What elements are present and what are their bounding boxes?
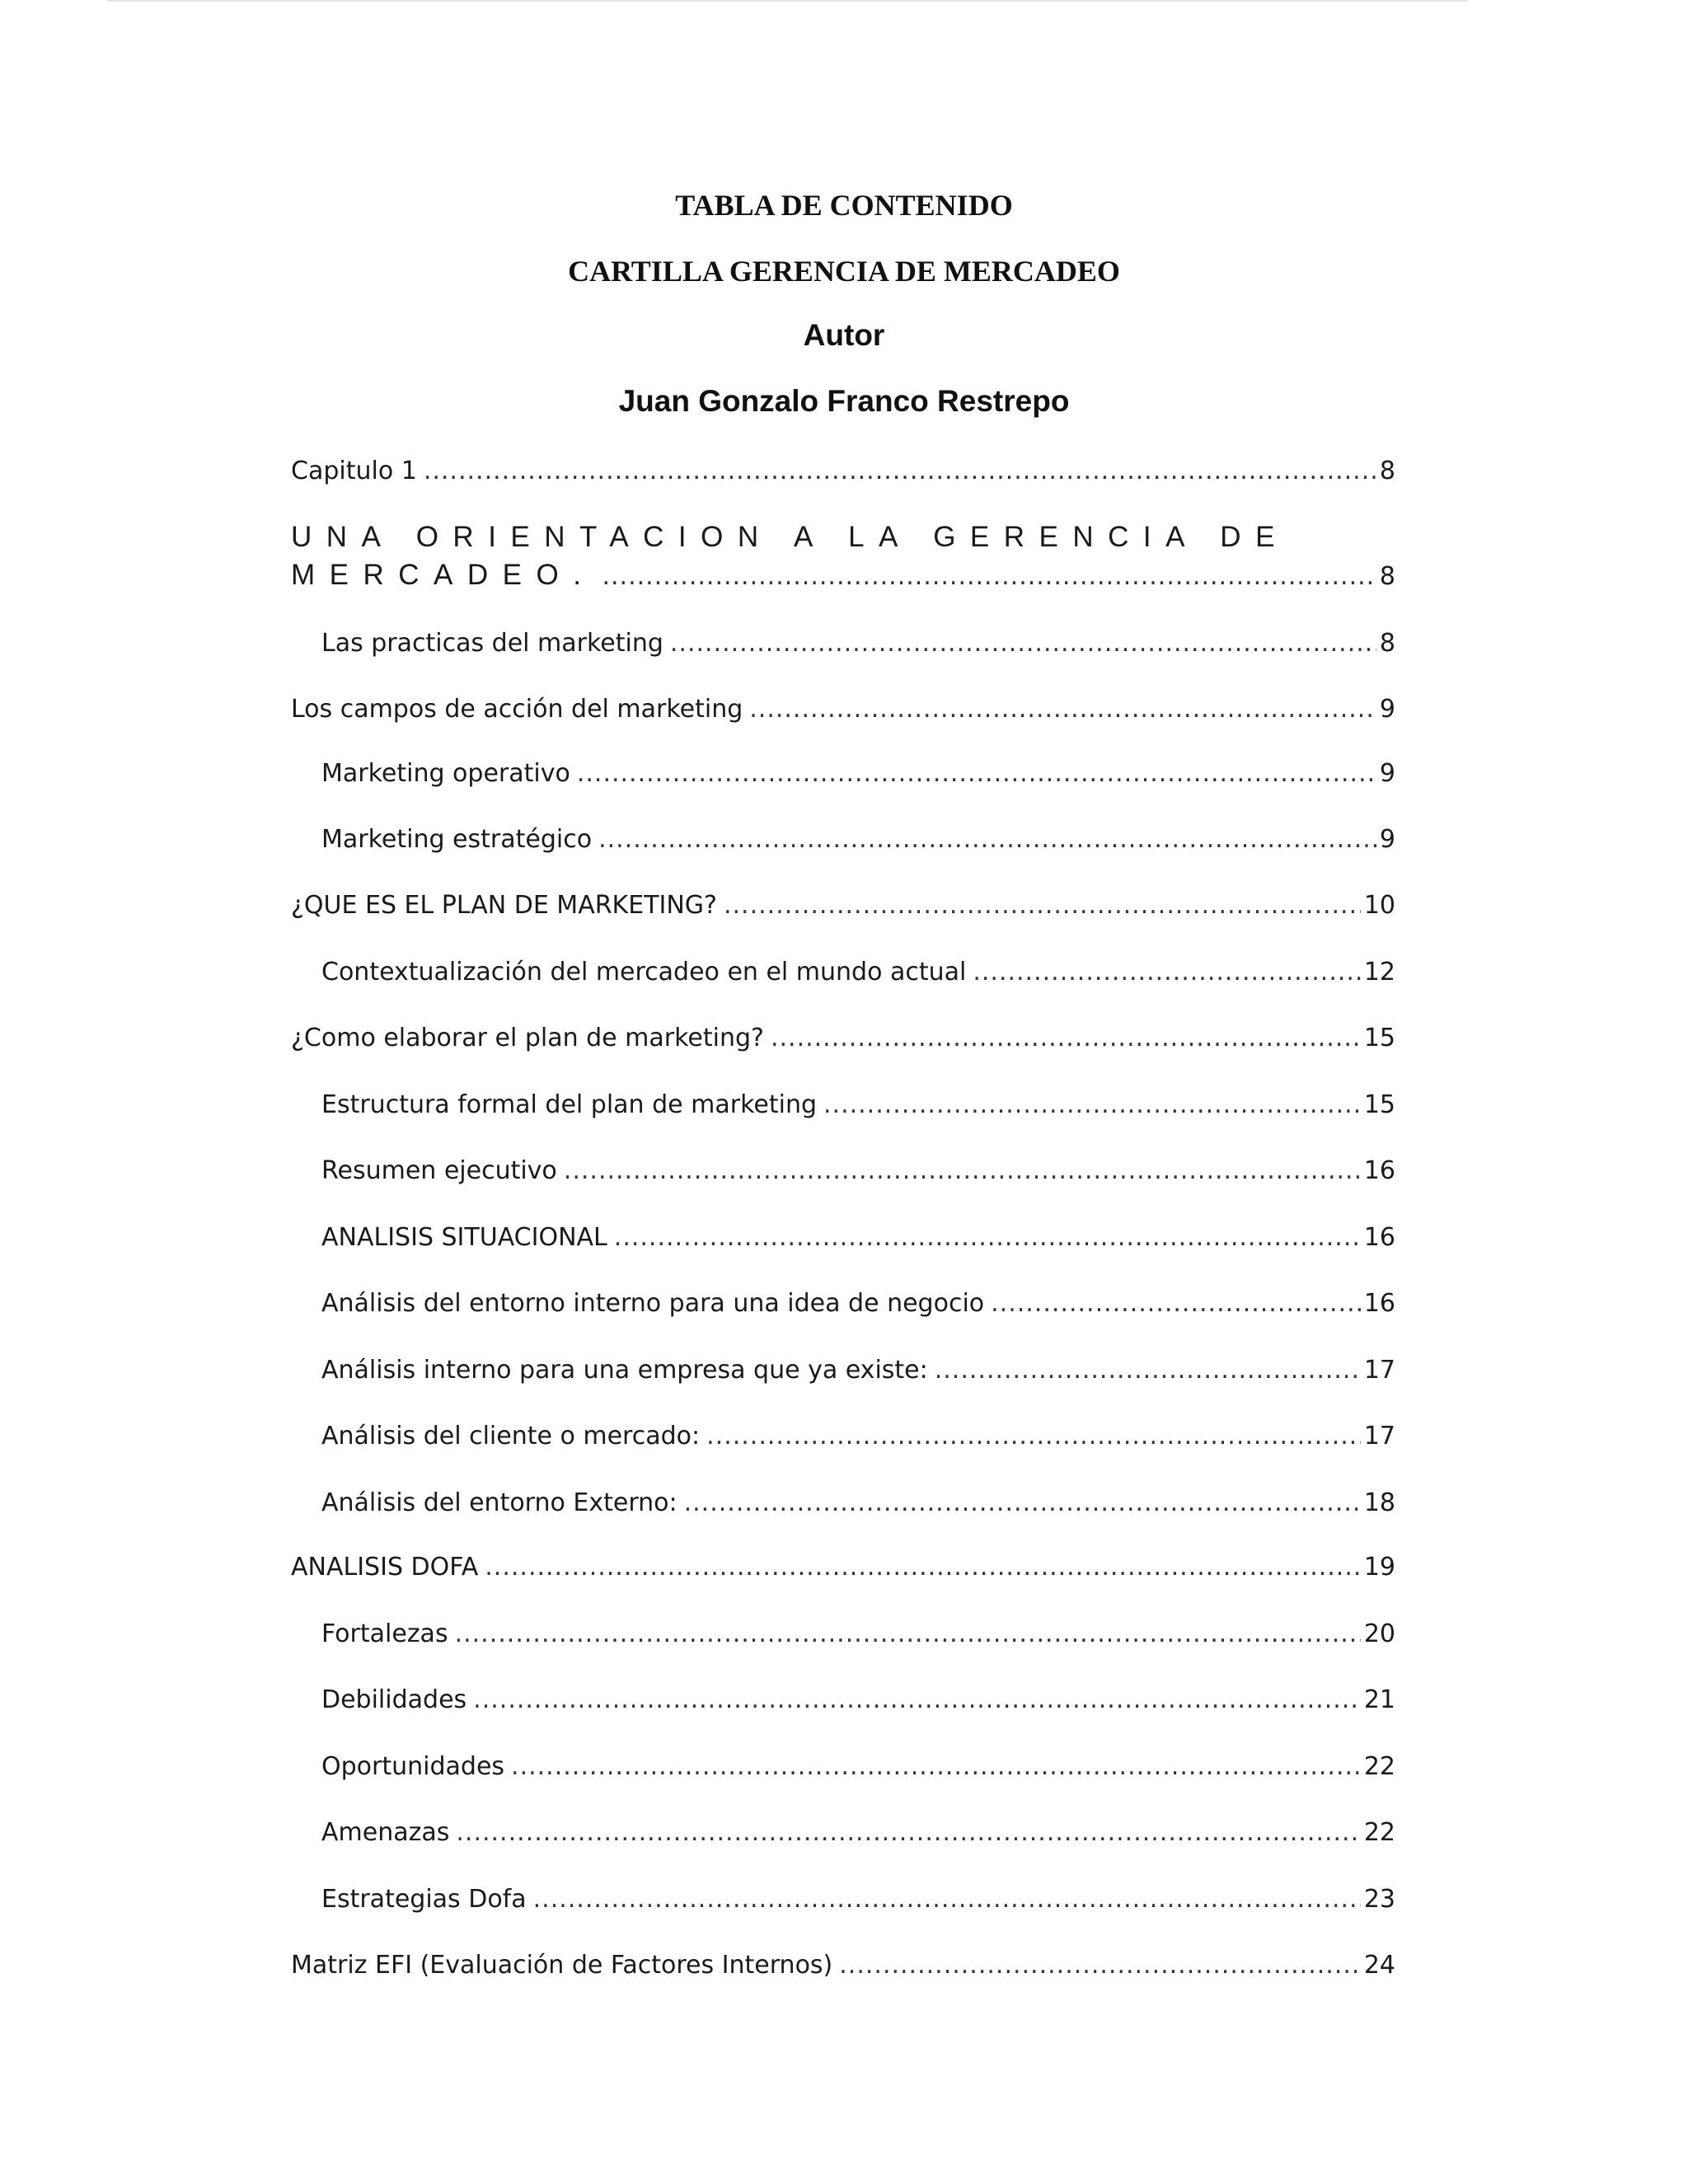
toc-entry-page: 22 bbox=[1363, 1818, 1395, 1847]
toc-entry-label-line1: UNA ORIENTACION A LA GERENCIA DE bbox=[291, 521, 1289, 553]
toc-entry-label: ¿Como elaborar el plan de marketing? bbox=[291, 1024, 764, 1052]
toc-entry-page: 8 bbox=[1379, 457, 1395, 485]
toc-entry-label: Marketing estratégico bbox=[321, 825, 593, 854]
toc-dot-leader bbox=[839, 1949, 1361, 1982]
toc-entry-label: Oportunidades bbox=[321, 1752, 505, 1781]
toc-dot-leader bbox=[935, 1354, 1361, 1387]
toc-dot-leader bbox=[564, 1155, 1361, 1188]
toc-dot-leader bbox=[823, 1089, 1361, 1122]
toc-entry-page: 24 bbox=[1363, 1951, 1395, 1980]
toc-entry-amenazas[interactable] bbox=[291, 1816, 1395, 1849]
toc-entry-analisis-situacional[interactable] bbox=[291, 1221, 1395, 1254]
toc-entry-label: Análisis del entorno interno para una idea de negocio bbox=[321, 1289, 985, 1318]
toc-entry-entorno-externo[interactable] bbox=[291, 1487, 1395, 1520]
toc-entry-que-es-plan[interactable] bbox=[291, 889, 1395, 922]
toc-entry-page: 15 bbox=[1363, 1090, 1395, 1119]
toc-entry-page: 8 bbox=[1379, 629, 1395, 658]
toc-entry-estrategias-dofa[interactable] bbox=[291, 1883, 1395, 1916]
toc-entry-page: 16 bbox=[1363, 1223, 1395, 1252]
toc-entry-page: 16 bbox=[1363, 1289, 1395, 1318]
toc-dot-leader bbox=[455, 1618, 1361, 1651]
toc-dot-leader bbox=[424, 455, 1376, 488]
toc-entry-analisis-dofa[interactable] bbox=[291, 1551, 1395, 1584]
toc-entry-label: Las practicas del marketing bbox=[321, 629, 663, 658]
toc-entry-fortalezas[interactable] bbox=[291, 1618, 1395, 1651]
toc-entry-page: 21 bbox=[1363, 1685, 1395, 1714]
author-label: Autor bbox=[803, 318, 885, 352]
toc-dot-leader bbox=[749, 693, 1376, 726]
toc-entry-label: Estrategias Dofa bbox=[321, 1885, 527, 1914]
toc-dot-leader bbox=[456, 1816, 1360, 1849]
toc-entry-label: Matriz EFI (Evaluación de Factores Internos) bbox=[291, 1951, 833, 1980]
toc-entry-label: ANALISIS SITUACIONAL bbox=[321, 1223, 607, 1252]
toc-entry-label: Marketing operativo bbox=[321, 759, 570, 788]
toc-entry-label: Debilidades bbox=[321, 1685, 467, 1714]
toc-entry-capitulo-1[interactable] bbox=[291, 455, 1395, 488]
toc-entry-page: 9 bbox=[1379, 825, 1395, 854]
toc-dot-leader bbox=[724, 889, 1361, 922]
toc-dot-leader bbox=[598, 823, 1376, 856]
toc-entry-page: 17 bbox=[1363, 1422, 1395, 1451]
toc-dot-leader bbox=[602, 559, 1376, 595]
toc-dot-leader bbox=[991, 1287, 1361, 1320]
toc-dot-leader bbox=[771, 1022, 1361, 1055]
toc-entry-debilidades[interactable] bbox=[291, 1684, 1395, 1717]
toc-dot-leader bbox=[670, 627, 1376, 660]
toc-entry-label: Análisis interno para una empresa que ya existe: bbox=[321, 1356, 928, 1385]
toc-entry-matriz-efi[interactable] bbox=[291, 1949, 1395, 1982]
toc-dot-leader bbox=[511, 1750, 1361, 1783]
toc-dot-leader bbox=[706, 1420, 1361, 1453]
toc-entry-label: MERCADEO. bbox=[291, 559, 596, 591]
toc-entry-page: 20 bbox=[1363, 1619, 1395, 1648]
toc-entry-page: 16 bbox=[1363, 1156, 1395, 1185]
toc-entry-label: Amenazas bbox=[321, 1818, 450, 1847]
toc-entry-resumen-ejecutivo[interactable] bbox=[291, 1155, 1395, 1188]
toc-entry-marketing-operativo[interactable] bbox=[291, 757, 1395, 790]
toc-entry-page: 12 bbox=[1363, 958, 1395, 987]
toc-dot-leader bbox=[684, 1487, 1361, 1520]
toc-entry-entorno-interno[interactable] bbox=[291, 1287, 1395, 1320]
toc-entry-practicas-marketing[interactable] bbox=[291, 627, 1395, 660]
toc-dot-leader bbox=[533, 1883, 1361, 1916]
toc-entry-orientacion-gerencia[interactable] bbox=[291, 518, 1395, 593]
toc-entry-page: 15 bbox=[1363, 1024, 1395, 1052]
toc-entry-page: 9 bbox=[1379, 695, 1395, 724]
toc-entry-label: ANALISIS DOFA bbox=[291, 1553, 479, 1582]
toc-entry-page: 22 bbox=[1363, 1752, 1395, 1781]
toc-entry-label: Estructura formal del plan de marketing bbox=[321, 1090, 817, 1119]
toc-entry-label: Análisis del entorno Externo: bbox=[321, 1488, 678, 1517]
toc-entry-page: 10 bbox=[1363, 891, 1395, 920]
document-subtitle: CARTILLA GERENCIA DE MERCADEO bbox=[568, 255, 1120, 288]
document-title: TABLA DE CONTENIDO bbox=[675, 189, 1013, 222]
toc-entry-page: 18 bbox=[1363, 1488, 1395, 1517]
toc-dot-leader bbox=[485, 1551, 1361, 1584]
toc-entry-label: Capitulo 1 bbox=[291, 457, 417, 485]
toc-entry-label: Fortalezas bbox=[321, 1619, 448, 1648]
toc-entry-marketing-estrategico[interactable] bbox=[291, 823, 1395, 856]
page-top-border bbox=[107, 0, 1467, 2]
toc-entry-page: 8 bbox=[1379, 562, 1395, 591]
toc-entry-label: Contextualización del mercadeo en el mundo actual bbox=[321, 958, 967, 987]
toc-entry-campos-accion[interactable] bbox=[291, 693, 1395, 726]
toc-entry-page: 19 bbox=[1363, 1553, 1395, 1582]
author-name: Juan Gonzalo Franco Restrepo bbox=[618, 384, 1070, 418]
toc-entry-estructura-formal[interactable] bbox=[291, 1089, 1395, 1122]
toc-entry-label: Los campos de acción del marketing bbox=[291, 695, 743, 724]
toc-dot-leader bbox=[473, 1684, 1361, 1717]
toc-entry-cliente-mercado[interactable] bbox=[291, 1420, 1395, 1453]
toc-dot-leader bbox=[973, 956, 1360, 989]
toc-entry-analisis-interno-empresa[interactable] bbox=[291, 1354, 1395, 1387]
toc-entry-contextualizacion[interactable] bbox=[291, 956, 1395, 989]
toc-entry-page: 17 bbox=[1363, 1356, 1395, 1385]
toc-entry-como-elaborar[interactable] bbox=[291, 1022, 1395, 1055]
toc-entry-oportunidades[interactable] bbox=[291, 1750, 1395, 1783]
toc-entry-label: Análisis del cliente o mercado: bbox=[321, 1422, 701, 1451]
toc-entry-page: 9 bbox=[1379, 759, 1395, 788]
toc-entry-label: ¿QUE ES EL PLAN DE MARKETING? bbox=[291, 891, 717, 920]
toc-dot-leader bbox=[577, 757, 1376, 790]
toc-dot-leader bbox=[614, 1221, 1361, 1254]
toc-entry-page: 23 bbox=[1363, 1885, 1395, 1914]
toc-entry-label: Resumen ejecutivo bbox=[321, 1156, 557, 1185]
